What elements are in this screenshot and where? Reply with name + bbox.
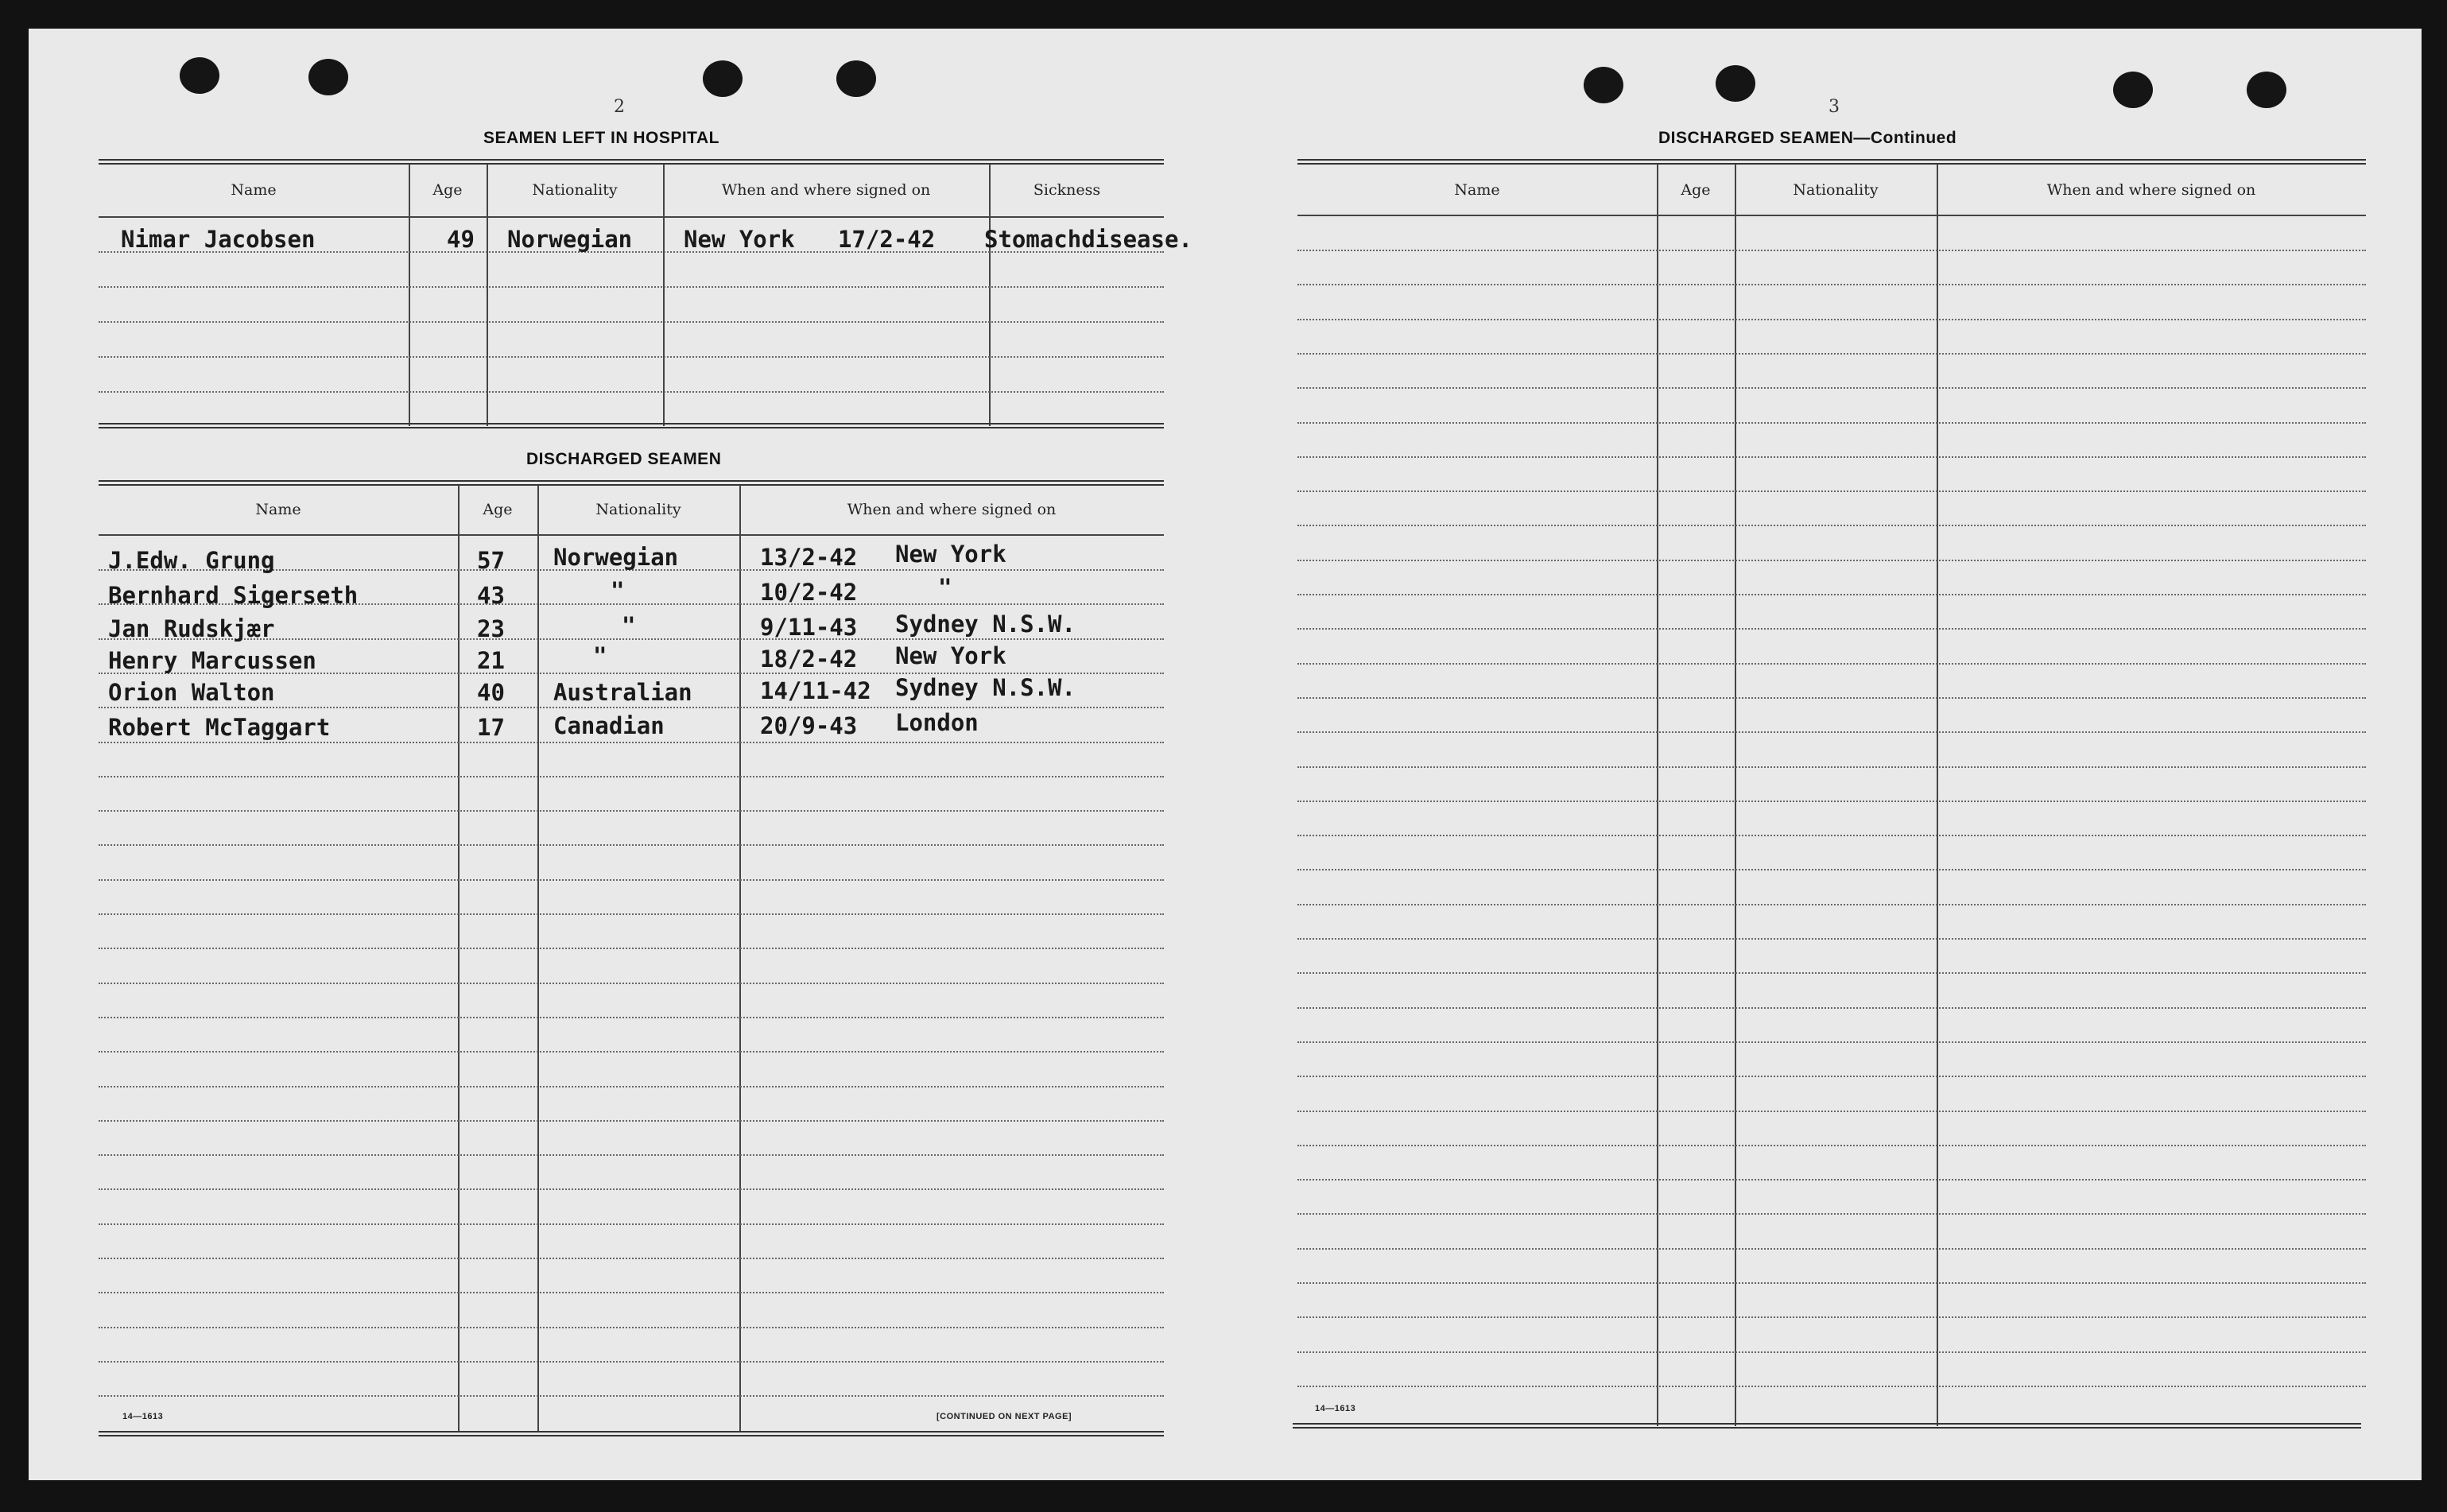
ruled-line [99,1223,1164,1225]
ruled-line [99,1327,1164,1328]
ruled-line [1297,697,2366,699]
discharged-row-date: 9/11-43 [760,614,858,641]
discharged-row-age: 17 [477,714,505,741]
ruled-line [1297,1282,2366,1284]
ruled-line [99,1086,1164,1087]
hospital-row-date: 17/2-42 [838,226,936,253]
ruled-line [1297,1386,2366,1387]
punch-hole [2247,72,2286,108]
right-section-title: DISCHARGED SEAMEN—Continued [1658,129,1957,147]
discharged-row-nationality: " [593,642,607,669]
ruled-line [1297,663,2366,665]
discharged-row-name: Orion Walton [108,679,275,706]
discharged-row-age: 40 [477,679,505,706]
hospital-col-age: Age [432,181,463,199]
ruled-line [99,707,1164,708]
right-col-signed-on: When and where signed on [2046,181,2256,199]
form-number-left: 14—1613 [122,1412,164,1421]
ruled-line [1297,1316,2366,1318]
ruled-line [1297,1111,2366,1112]
ruled-line [99,1051,1164,1053]
continued-note: [CONTINUED ON NEXT PAGE] [937,1412,1072,1421]
hospital-row-age: 49 [447,226,475,253]
ruled-line [99,913,1164,915]
ruled-line [1297,835,2366,836]
ruled-line [1297,1179,2366,1181]
ruled-line [1297,1351,2366,1353]
ruled-line [1297,594,2366,595]
ruled-line [1297,490,2366,492]
ruled-line [1297,319,2366,320]
discharged-row-age: 21 [477,647,505,674]
discharged-row-age: 23 [477,615,505,642]
ruled-line [99,1154,1164,1156]
discharged-col-nationality: Nationality [595,501,681,518]
discharged-row-age: 43 [477,582,505,609]
discharged-row-date: 13/2-42 [760,544,858,571]
ruled-line [99,983,1164,984]
hospital-row-sickness: Stomachdisease. [984,226,1192,253]
ruled-line [99,1120,1164,1122]
discharged-col-name: Name [255,501,301,518]
ruled-line [99,742,1164,743]
ruled-line [99,776,1164,777]
ruled-line [99,1395,1164,1397]
discharged-col-signed-on: When and where signed on [847,501,1057,518]
ruled-line [99,1017,1164,1018]
ruled-line [1297,731,2366,733]
discharged-row-age: 57 [477,547,505,574]
hospital-col-sickness: Sickness [1033,181,1101,199]
ruled-line [1297,250,2366,251]
discharged-row-nationality: Norwegian [553,544,679,571]
ruled-line [1297,869,2366,870]
discharged-row-place: London [895,709,979,736]
ruled-line [99,1361,1164,1363]
discharged-row-place: New York [895,642,1006,669]
discharged-row-date: 10/2-42 [760,579,858,606]
discharged-row-nationality: Canadian [553,712,665,739]
hospital-row-nationality: Norwegian [507,226,633,253]
hospital-row-place: New York [684,226,795,253]
ruled-line [1297,1007,2366,1009]
ruled-line [1297,422,2366,424]
ruled-line [1297,766,2366,768]
discharged-row-name: Jan Rudskjær [108,615,275,642]
discharged-row-name: J.Edw. Grung [108,547,275,574]
punch-hole [1584,67,1623,103]
ruled-line [1297,1213,2366,1215]
punch-hole [308,59,348,95]
discharged-row-place: Sydney N.S.W. [895,674,1076,701]
discharged-row-place: " [938,574,952,601]
ruled-line [1297,1041,2366,1043]
ruled-line [1297,628,2366,630]
discharged-col-age: Age [483,501,513,518]
discharged-row-name: Henry Marcussen [108,647,316,674]
discharged-row-nationality: " [611,577,625,604]
ruled-line [1297,801,2366,802]
hospital-col-name: Name [231,181,277,199]
punch-hole [836,60,876,97]
ruled-line [1297,387,2366,389]
discharged-section-title: DISCHARGED SEAMEN [526,450,722,468]
discharged-row-date: 18/2-42 [760,646,858,673]
ruled-line [99,1188,1164,1190]
hospital-col-signed-on: When and where signed on [721,181,931,199]
ruled-line [1297,938,2366,940]
punch-hole [703,60,743,97]
ruled-line [1297,456,2366,458]
ruled-line [99,1258,1164,1259]
right-col-nationality: Nationality [1793,181,1879,199]
page-number-right: 3 [1828,97,1840,117]
ruled-line [1297,904,2366,905]
punch-hole [1716,65,1755,102]
discharged-row-date: 20/9-43 [760,712,858,739]
ruled-line [1297,560,2366,561]
ruled-line [1297,1076,2366,1077]
discharged-row-date: 14/11-42 [760,677,871,704]
punch-hole [180,57,219,94]
discharged-row-nationality: " [622,612,636,639]
ruled-line [99,1292,1164,1293]
right-col-name: Name [1454,181,1500,199]
document-sheet [29,29,2422,1480]
hospital-section-title: SEAMEN LEFT IN HOSPITAL [483,129,719,147]
discharged-row-place: Sydney N.S.W. [895,611,1076,638]
ruled-line [99,810,1164,812]
right-col-age: Age [1681,181,1711,199]
punch-hole [2113,72,2153,108]
ruled-line [1297,1248,2366,1250]
ruled-line [1297,525,2366,526]
hospital-row-name: Nimar Jacobsen [121,226,316,253]
discharged-row-nationality: Australian [553,679,692,706]
hospital-col-nationality: Nationality [532,181,618,199]
form-number-right: 14—1613 [1315,1404,1356,1413]
ruled-line [1297,972,2366,974]
ruled-line [1297,1145,2366,1146]
ruled-line [99,879,1164,881]
ruled-line [99,948,1164,949]
discharged-row-place: New York [895,541,1006,568]
ruled-line [99,844,1164,846]
ruled-line [1297,353,2366,355]
page-number-left: 2 [614,97,625,117]
discharged-row-name: Bernhard Sigerseth [108,582,359,609]
discharged-row-name: Robert McTaggart [108,714,331,741]
ruled-line [1297,284,2366,285]
